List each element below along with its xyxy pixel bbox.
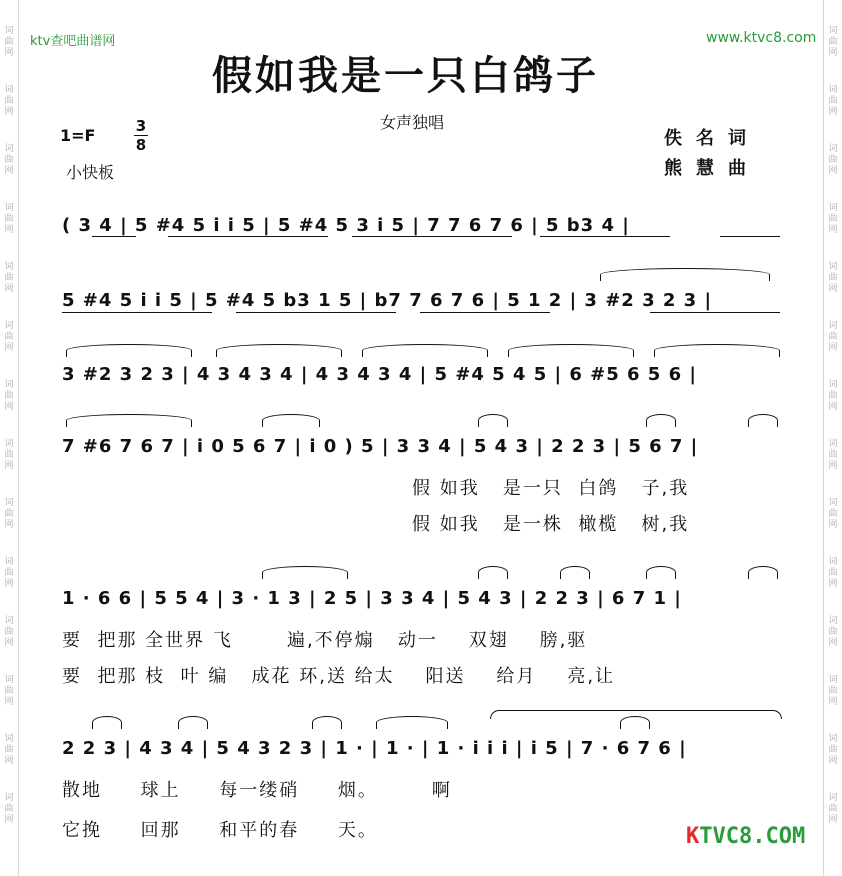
slur <box>262 414 320 427</box>
watermark-text: 词曲网 <box>4 439 14 471</box>
watermark-text: 词曲网 <box>4 793 14 825</box>
lyrics-row-5-verse-1: 要 把那 全世界 飞 遍,不停煽 动一 双翅 膀,驱 <box>62 630 588 651</box>
watermark-text: 词曲网 <box>4 262 14 294</box>
composer-credit: 熊慧曲 <box>664 158 760 179</box>
watermark-text: 词曲网 <box>828 85 838 117</box>
slur <box>312 716 342 729</box>
watermark-text: 词曲网 <box>4 321 14 353</box>
watermark-text: 词曲网 <box>828 262 838 294</box>
watermark-text: 词曲网 <box>828 616 838 648</box>
score-row-3: 3 #2 3 2 3 | 4 3 4 3 4 | 4 3 4 3 4 | 5 #4 5 4 5 | 6 #5 6 5 6 | <box>62 364 697 385</box>
slur <box>646 566 676 579</box>
slur <box>560 566 590 579</box>
watermark-text: 词曲网 <box>828 203 838 235</box>
beam-line <box>420 312 550 313</box>
slur <box>748 414 778 427</box>
lyrics-row-4-verse-2: 假 如我 是一株 橄榄 树,我 <box>412 514 690 535</box>
watermark-text: 词曲网 <box>4 144 14 176</box>
ktvc8-logo <box>686 824 805 849</box>
watermark-text: 词曲网 <box>828 557 838 589</box>
site-name-left: ktv查吧曲谱网 <box>30 34 116 49</box>
beam-line <box>236 312 396 313</box>
time-signature-top: 3 <box>135 117 147 135</box>
slur <box>600 268 770 281</box>
beam-line <box>62 312 212 313</box>
beam-line <box>720 236 780 237</box>
lyrics-row-6-verse-2: 它挽 回那 和平的春 天。 <box>62 820 378 841</box>
watermark-text: 词曲网 <box>828 793 838 825</box>
watermark-text: 词曲网 <box>828 321 838 353</box>
score-row-4: 7 #6 7 6 7 | i 0 5 6 7 | i 0 ) 5 | 3 3 4 | 5 4 3 | 2 2 3 | 5 6 7 | <box>62 436 699 457</box>
beam-line <box>352 236 512 237</box>
right-watermark-strip <box>823 0 842 876</box>
watermark-text: 词曲网 <box>4 85 14 117</box>
watermark-text: 词曲网 <box>4 734 14 766</box>
lyrics-row-4-verse-1: 假 如我 是一只 白鸽 子,我 <box>412 478 690 499</box>
watermark-text: 词曲网 <box>828 675 838 707</box>
lyrics-row-5-verse-2: 要 把那 枝 叶 编 成花 环,送 给太 阳送 给月 亮,让 <box>62 666 616 687</box>
lyrics-row-6-verse-1: 散地 球上 每一缕硝 烟。 啊 <box>62 780 452 801</box>
watermark-text: 词曲网 <box>4 616 14 648</box>
slur <box>508 344 634 357</box>
watermark-text: 词曲网 <box>4 26 14 58</box>
beam-line <box>92 236 136 237</box>
watermark-text: 词曲网 <box>828 734 838 766</box>
watermark-text: 词曲网 <box>4 498 14 530</box>
score-row-6: 2 2 3 | 4 3 4 | 5 4 3 2 3 | 1 · | 1 · | 1 · i i i | i 5 | 7 · 6 7 6 | <box>62 738 687 759</box>
slur <box>66 344 192 357</box>
slur <box>748 566 778 579</box>
watermark-text: 词曲网 <box>828 439 838 471</box>
tempo-marking: 小快板 <box>66 163 115 182</box>
watermark-text: 词曲网 <box>4 675 14 707</box>
watermark-text: 词曲网 <box>4 380 14 412</box>
time-signature-bottom: 8 <box>135 136 147 154</box>
slur <box>216 344 342 357</box>
beam-line <box>540 236 670 237</box>
site-url-right: www.ktvc8.com <box>706 30 817 46</box>
key-signature: 1=F <box>60 126 96 145</box>
watermark-text: 词曲网 <box>828 380 838 412</box>
watermark-text: 词曲网 <box>828 26 838 58</box>
lyricist-credit: 佚名词 <box>664 128 760 149</box>
slur <box>362 344 488 357</box>
logo-rest: TVC8.COM <box>699 824 806 849</box>
left-watermark-strip <box>0 0 19 876</box>
score-row-1: ( 3 4 | 5 #4 5 i i 5 | 5 #4 5 3 i 5 | 7 7 6 7 6 | 5 b3 4 | <box>62 215 630 236</box>
beam-line <box>650 312 780 313</box>
score-row-5: 1 · 6 6 | 5 5 4 | 3 · 1 3 | 2 5 | 3 3 4 | 5 4 3 | 2 2 3 | 6 7 1 | <box>62 588 682 609</box>
slur <box>478 566 508 579</box>
slur <box>178 716 208 729</box>
slur <box>646 414 676 427</box>
beam-line <box>168 236 328 237</box>
song-subtitle: 女声独唱 <box>380 113 445 132</box>
slur <box>66 414 192 427</box>
time-signature <box>134 118 148 153</box>
logo-k: K <box>686 824 700 849</box>
score-row-2: 5 #4 5 i i 5 | 5 #4 5 b3 1 5 | b7 7 6 7 6 | 5 1 2 | 3 #2 3 2 3 | <box>62 290 713 311</box>
slur <box>654 344 780 357</box>
watermark-text: 词曲网 <box>4 203 14 235</box>
slur <box>376 716 448 729</box>
slur <box>92 716 122 729</box>
slur <box>620 716 650 729</box>
watermark-text: 词曲网 <box>828 144 838 176</box>
slur <box>262 566 348 579</box>
slur <box>478 414 508 427</box>
song-title: 假如我是一只白鸽子 <box>212 53 599 99</box>
watermark-text: 词曲网 <box>4 557 14 589</box>
watermark-text: 词曲网 <box>828 498 838 530</box>
